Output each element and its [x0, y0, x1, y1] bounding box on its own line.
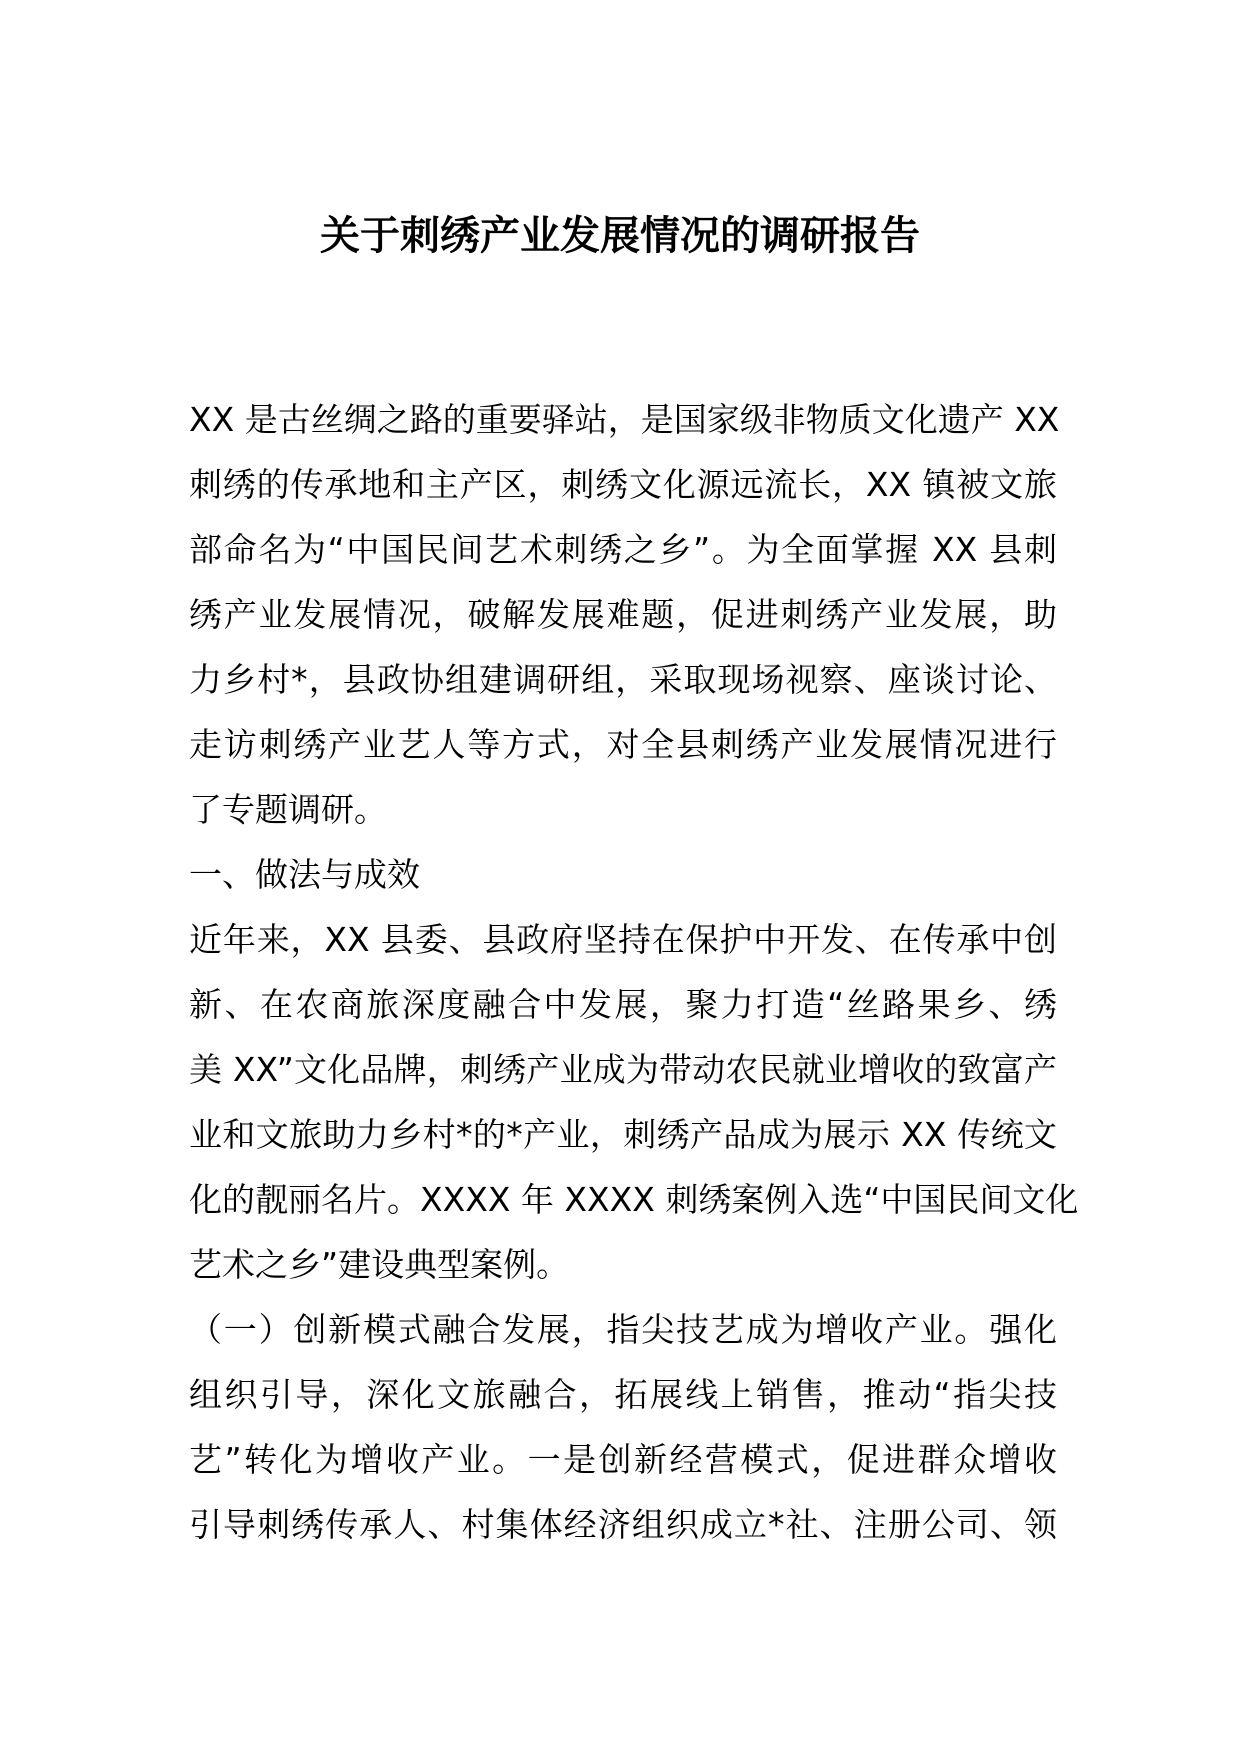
text-line: 近年来，XX 县委、县政府坚持在保护中开发、在传承中创 — [189, 920, 1057, 959]
text-line: 了专题调研。 — [189, 790, 387, 829]
text-line: 走访刺绣产业艺人等方式，对全县刺绣产业发展情况进行 — [189, 725, 1057, 764]
text-line: 艺术之乡”建设典型案例。 — [189, 1245, 570, 1284]
text-line: 部命名为“中国民间艺术刺绣之乡”。为全面掌握 XX 县刺 — [189, 530, 1057, 569]
text-line: 化的靓丽名片。XXXX 年 XXXX 刺绣案例入选“中国民间文化 — [189, 1180, 1079, 1219]
text-line: 组织引导，深化文旅融合，拓展线上销售，推动“指尖技 — [189, 1375, 1057, 1414]
text-line: 绣产业发展情况，破解发展难题，促进刺绣产业发展，助 — [189, 595, 1057, 634]
text-line: 艺”转化为增收产业。一是创新经营模式，促进群众增收 — [189, 1440, 1057, 1479]
text-line: 业和文旅助力乡村*的*产业，刺绣产品成为展示 XX 传统文 — [189, 1115, 1057, 1154]
text-line: 新、在农商旅深度融合中发展，聚力打造“丝路果乡、绣 — [189, 985, 1057, 1024]
text-line: 引导刺绣传承人、村集体经济组织成立*社、注册公司、领 — [189, 1505, 1057, 1544]
text-line: 力乡村*，县政协组建调研组，采取现场视察、座谈讨论、 — [189, 660, 1057, 699]
text-line: （一）创新模式融合发展，指尖技艺成为增收产业。强化 — [189, 1310, 1057, 1349]
document-title: 关于刺绣产业发展情况的调研报告 — [320, 213, 920, 259]
text-line: 刺绣的传承地和主产区，刺绣文化源远流长，XX 镇被文旅 — [189, 465, 1057, 504]
document-body — [189, 387, 1079, 1557]
section-heading: 一、做法与成效 — [189, 855, 420, 894]
text-line: 美 XX”文化品牌，刺绣产业成为带动农民就业增收的致富产 — [189, 1050, 1057, 1089]
text-line: XX 是古丝绸之路的重要驿站，是国家级非物质文化遗产 XX — [189, 400, 1060, 439]
